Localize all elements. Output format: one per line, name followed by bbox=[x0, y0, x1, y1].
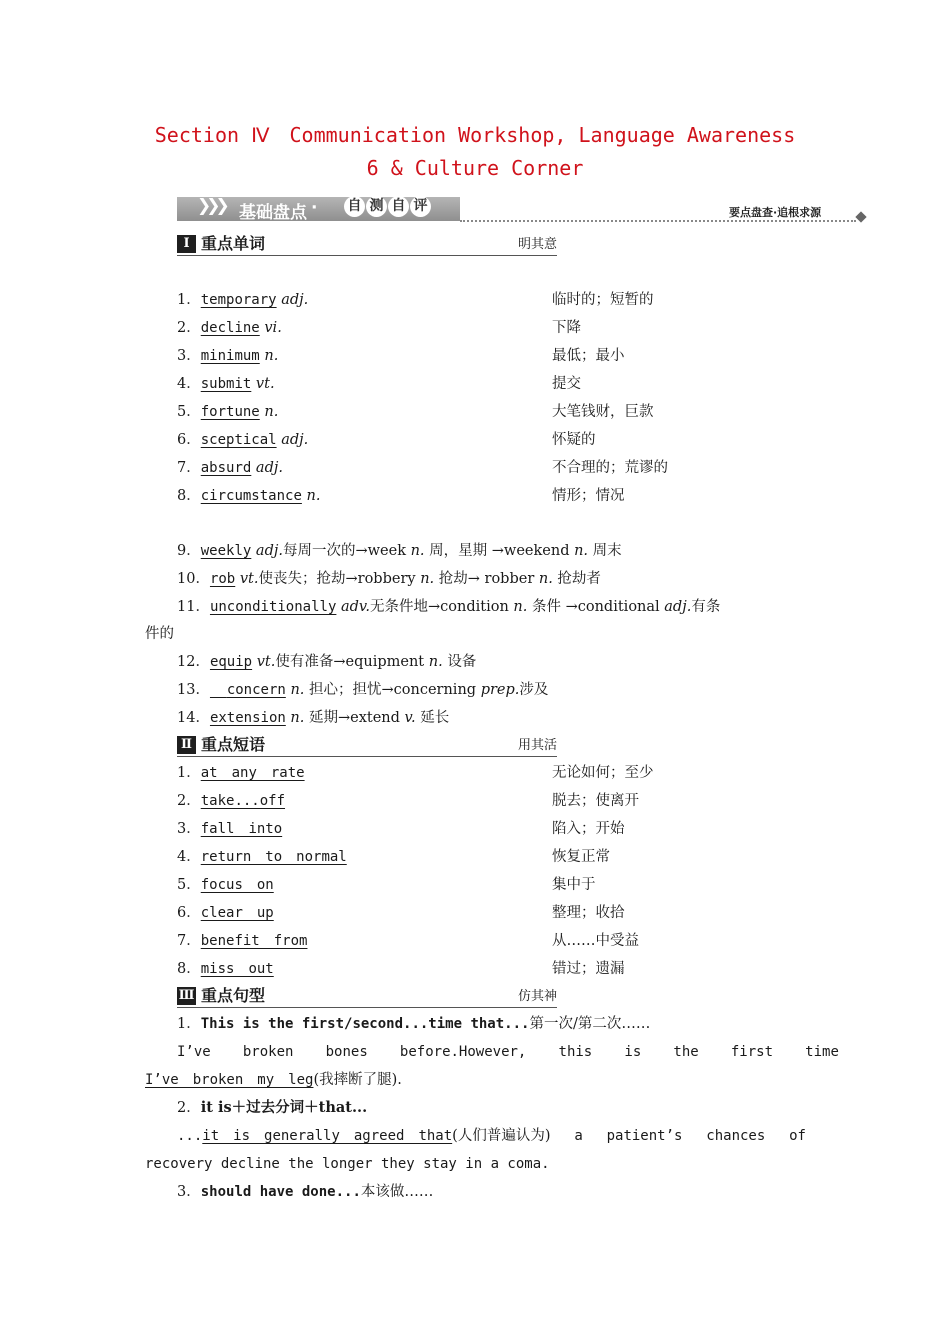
word-meaning: 情形；情况 bbox=[552, 488, 625, 504]
phrase-meaning: 脱去；使离开 bbox=[552, 793, 639, 809]
section-number: Ⅲ bbox=[178, 988, 195, 1003]
banner-right-label: 要点盘查·追根求源 bbox=[729, 206, 822, 219]
example-sentence: I’ve broken bones before.However, this is the first time bbox=[177, 1044, 839, 1060]
section-header-phrases bbox=[177, 734, 557, 757]
chevron-right-icon: ❯❯❯ bbox=[197, 196, 225, 216]
section-label: 重点单词 bbox=[201, 234, 266, 253]
page-title-line2: 6 & Culture Corner bbox=[366, 156, 584, 180]
section-header-patterns bbox=[177, 985, 557, 1008]
list-item: 4．submit vt. bbox=[177, 376, 275, 392]
list-item: 6．sceptical adj. bbox=[177, 432, 309, 448]
list-item: 3．should have done...本该做…… bbox=[177, 1184, 434, 1200]
list-item: 3．minimum n. bbox=[177, 348, 279, 364]
list-item: 1．temporary adj. bbox=[177, 292, 309, 308]
phrase-meaning: 错过；遗漏 bbox=[552, 961, 625, 977]
phrase-meaning: 无论如何；至少 bbox=[552, 765, 654, 781]
word-meaning: 不合理的；荒谬的 bbox=[552, 460, 668, 476]
section-number: Ⅱ bbox=[177, 736, 196, 754]
word-meaning: 怀疑的 bbox=[552, 432, 596, 448]
word-meaning: 最低；最小 bbox=[552, 348, 625, 364]
banner-dotted-line bbox=[460, 220, 856, 222]
phrase-meaning: 恢复正常 bbox=[552, 849, 610, 865]
list-item: 12．equip vt.使有准备→equipment n. 设备 bbox=[177, 654, 477, 670]
answer-word: sceptical bbox=[200, 432, 277, 448]
list-item: 13． concern n. 担心；担忧→concerning prep.涉及 bbox=[177, 682, 549, 698]
answer-word: fortune bbox=[200, 404, 260, 420]
section-banner bbox=[177, 193, 867, 227]
phrase-meaning: 整理；收拾 bbox=[552, 905, 625, 921]
section-label: 重点句型 bbox=[201, 986, 266, 1005]
section-hint: 用其活 bbox=[517, 738, 557, 753]
word-meaning: 大笔钱财，巨款 bbox=[552, 404, 654, 420]
section-header-words bbox=[177, 233, 557, 256]
answer-blank: I’ve broken my leg bbox=[145, 1072, 314, 1088]
list-item: 14．extension n. 延期→extend v. 延长 bbox=[177, 710, 450, 726]
section-number: Ⅰ bbox=[177, 235, 196, 253]
list-item: 3．fall into bbox=[177, 821, 283, 837]
list-item: 9．weekly adj.每周一次的→week n. 周，星期 →weekend n. 周末 bbox=[177, 543, 622, 559]
list-item: 5．focus on bbox=[177, 877, 274, 893]
list-item: 1．This is the first/second...time that...第一次/第二次…… bbox=[177, 1016, 651, 1032]
list-item: 7．absurd adj. bbox=[177, 460, 283, 476]
list-item: 8．miss out bbox=[177, 961, 274, 977]
banner-subtitle: 自 测 自 评 bbox=[344, 196, 432, 217]
answer-blank: it is generally agreed that bbox=[202, 1128, 453, 1144]
answer-word: submit bbox=[200, 376, 252, 392]
phrase-meaning: 陷入；开始 bbox=[552, 821, 625, 837]
diamond-icon bbox=[855, 211, 866, 222]
list-item: 5．fortune n. bbox=[177, 404, 279, 420]
banner-dot: · bbox=[311, 198, 318, 218]
list-item: 1．at any rate bbox=[177, 765, 305, 781]
example-sentence-continuation: I’ve broken my leg(我摔断了腿). bbox=[145, 1072, 402, 1088]
section-hint: 仿其神 bbox=[517, 989, 557, 1004]
list-item: 2．take...off bbox=[177, 793, 286, 809]
answer-word: circumstance bbox=[200, 488, 302, 504]
word-meaning: 提交 bbox=[552, 376, 581, 392]
list-item: 10．rob vt.使丧失；抢劫→robbery n. 抢劫→ robber n. 抢劫者 bbox=[177, 571, 601, 587]
page-title: Section Ⅳ Communication Workshop, Language Awareness bbox=[154, 123, 796, 147]
list-item: 2．it is＋过去分词＋that... bbox=[177, 1099, 368, 1116]
example-sentence: ...it is generally agreed that(人们普遍认为) a patient’s chances of bbox=[177, 1128, 806, 1144]
word-meaning: 临时的；短暂的 bbox=[552, 292, 654, 308]
phrase-meaning: 集中于 bbox=[552, 877, 596, 893]
answer-word: temporary bbox=[200, 292, 277, 308]
example-sentence-continuation: recovery decline the longer they stay in a coma. bbox=[145, 1156, 550, 1172]
list-item-continuation: 件的 bbox=[145, 626, 174, 642]
list-item: 8．circumstance n. bbox=[177, 488, 321, 504]
list-item: 7．benefit from bbox=[177, 933, 308, 949]
answer-word: decline bbox=[200, 320, 260, 336]
list-item: 11．unconditionally adv.无条件地→condition n. 条件 →conditional adj.有条 bbox=[177, 599, 721, 615]
list-item: 6．clear up bbox=[177, 905, 274, 921]
list-item: 2．decline vi. bbox=[177, 320, 282, 336]
phrase-meaning: 从……中受益 bbox=[552, 933, 639, 949]
section-hint: 明其意 bbox=[517, 237, 557, 252]
answer-word: minimum bbox=[200, 348, 260, 364]
list-item: 4．return to normal bbox=[177, 849, 347, 865]
answer-word: absurd bbox=[200, 460, 252, 476]
banner-title: 基础盘点 bbox=[239, 203, 307, 223]
word-meaning: 下降 bbox=[552, 320, 581, 336]
section-label: 重点短语 bbox=[201, 735, 266, 754]
